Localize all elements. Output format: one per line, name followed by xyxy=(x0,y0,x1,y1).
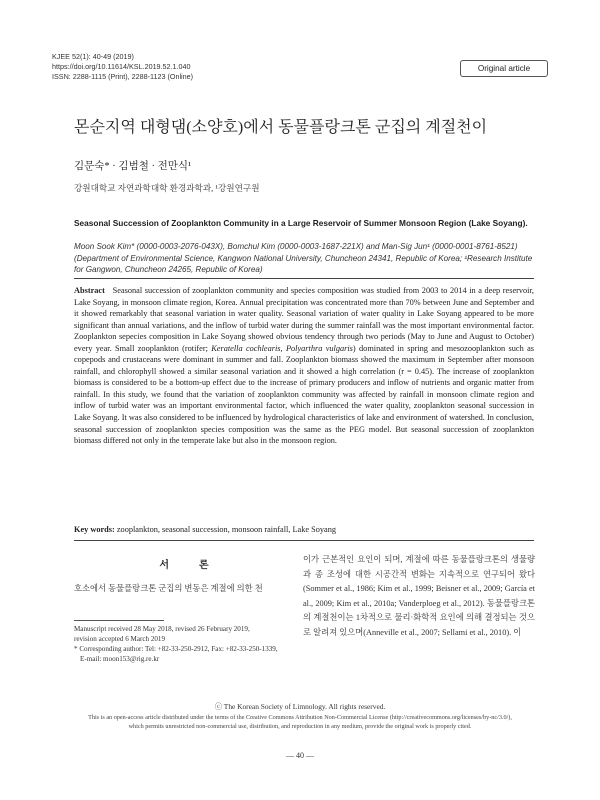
doi-link[interactable]: https://doi.org/10.11614/KSL.2019.52.1.040 xyxy=(52,62,191,71)
species-name-2: Polyarthra vulgaris xyxy=(285,343,353,353)
authors-english: Moon Sook Kim* (0000-0003-2076-043X), Bomchul Kim (0000-0003-1687-221X) and Man-Sig Jun¹ (0000-0001-8761-8521) (Department of Environmental Science, Kangwon National University, Chuncheon 24341, Republic of Korea; ¹Research Institute for Gangwon, Chuncheon 24265, Republic of Korea) xyxy=(74,242,533,275)
abstract-label: Abstract xyxy=(74,286,105,295)
paper-title-korean: 몬순지역 대형댐(소양호)에서 동물플랑크톤 군집의 계절천이 xyxy=(74,119,488,136)
abstract xyxy=(74,285,534,447)
issn-line: ISSN: 2288-1115 (Print), 2288-1123 (Online) xyxy=(52,72,194,81)
keywords xyxy=(74,524,534,535)
journal-meta xyxy=(52,52,193,82)
license-line-1: This is an open-access article distributed under the terms of the Creative Commons Attribution Non-Commercial License (http://creativecommons.org/licenses/by-nc/3.0/), xyxy=(88,714,512,721)
affiliation-korean: 강원대학교 자연과학대학 환경과학과, ¹강원연구원 xyxy=(74,183,260,193)
manuscript-footnote xyxy=(74,624,299,664)
page-number: — 40 — xyxy=(286,751,314,760)
footnote-received: Manuscript received 28 May 2018, revised 26 February 2019, xyxy=(74,625,250,633)
intro-right-column: 이가 근본적인 요인이 되며, 계절에 따른 동물플랑크톤의 생물량과 종 조성에 대한 시공간적 변화는 지속적으로 연구되어 왔다 (Sommer et al., 1986; Kim et al., 1999; Beisner et al., 2009; García et al., 2009; Kim et al., 2010a; Vanderploeg et al., 2012). 동물플랑크톤의 계절천이는 1차적으로 물리·화학적 요인에 의해 결정되는 것으로 알려져 있으며(Anneville et al., 2007; Sellami et al., 2010). 이 xyxy=(303,555,535,637)
footnote-accepted: revision accepted 6 March 2019 xyxy=(74,635,166,643)
paper-title-english: Seasonal Succession of Zooplankton Community in a Large Reservoir of Summer Monsoon Region (Lake Soyang). xyxy=(74,218,528,228)
abstract-text-1: Seasonal succession of zooplankton community and species composition was studied from 2003 to 2014 in a deep reservoir, Lake Soyang, in monsoon climate region, Korea. Annual precipitation was concentrated more than 70% between June and September and it showed remarkably that seasonal variation in water quality. Seasonal variation of water quality in Lake Soyang appeared to be more significant than annual variations, and the inflow of turbid water during the summer rainfall was the most important environmental factor. Zooplankton sepecies composition in Lake Soyang showed obvious tendency through two periods (May to June and August to October) every year. Small zooplankton (rotifer; xyxy=(74,286,534,353)
journal-citation: KJEE 52(1): 40-49 (2019) xyxy=(52,52,134,61)
article-type-badge: Original article xyxy=(460,60,548,77)
abstract-bottom-rule xyxy=(74,540,534,541)
section-heading-introduction: 서론 xyxy=(159,560,239,571)
species-name-1: Keratella cochlearis xyxy=(211,343,281,353)
keywords-text: zooplankton, seasonal succession, monsoon rainfall, Lake Soyang xyxy=(116,525,337,534)
footnote-email: E-mail: moon153@rig.re.kr xyxy=(80,655,160,663)
keywords-label: Key words: xyxy=(74,525,115,534)
license-line-2: which permits unrestricted non-commercial use, distribution, and reproduction in any medium, provide the original work is properly cited. xyxy=(128,723,472,730)
footnote-rule xyxy=(74,620,164,621)
abstract-text-2: ) dominated in spring and mesozooplankton such as copepods and crustaceans were dominant in summer and fall. Zooplankton biomass showed the maximum in September after monsoon rainfall, and chlorophyll showed a similar seasonal variation and it showed a high correlation (r = 0.45). The increase of zooplankton biomass is considered to be a bottom-up effect due to the increase of primary producers and inflow of nutrients and organic matter from rainfall. In this study, we found that the variation of zooplankton community was affected by rainfall in monsoon climate region and inflow of turbid water was an important environmental factor, which influenced the water quality, zooplankton seasonal succession in Lake Soyang. It was also considered to be influenced by hydrological characteristics of lake and environment of watershed. In conclusion, seasonal succession of zooplankton species composition was the same as the PEG model. But seasonal succession of zooplankton biomass differed not only in the temperate lake but also in the monsoon region. xyxy=(74,343,534,446)
abstract-comma: , xyxy=(280,343,286,353)
intro-left-column: 호소에서 동물플랑크톤 군집의 변동은 계절에 의한 천 xyxy=(74,584,263,593)
authors-korean: 김문숙* · 김범철 · 전만식¹ xyxy=(74,161,192,172)
copyright-line: ⓒ The Korean Society of Limnology. All rights reserved. xyxy=(214,702,386,711)
abstract-top-rule xyxy=(74,278,534,279)
license-text xyxy=(40,713,560,731)
footnote-corresponding: * Corresponding author: Tel: +82-33-250-2912, Fax: +82-33-250-1339, xyxy=(74,645,278,653)
